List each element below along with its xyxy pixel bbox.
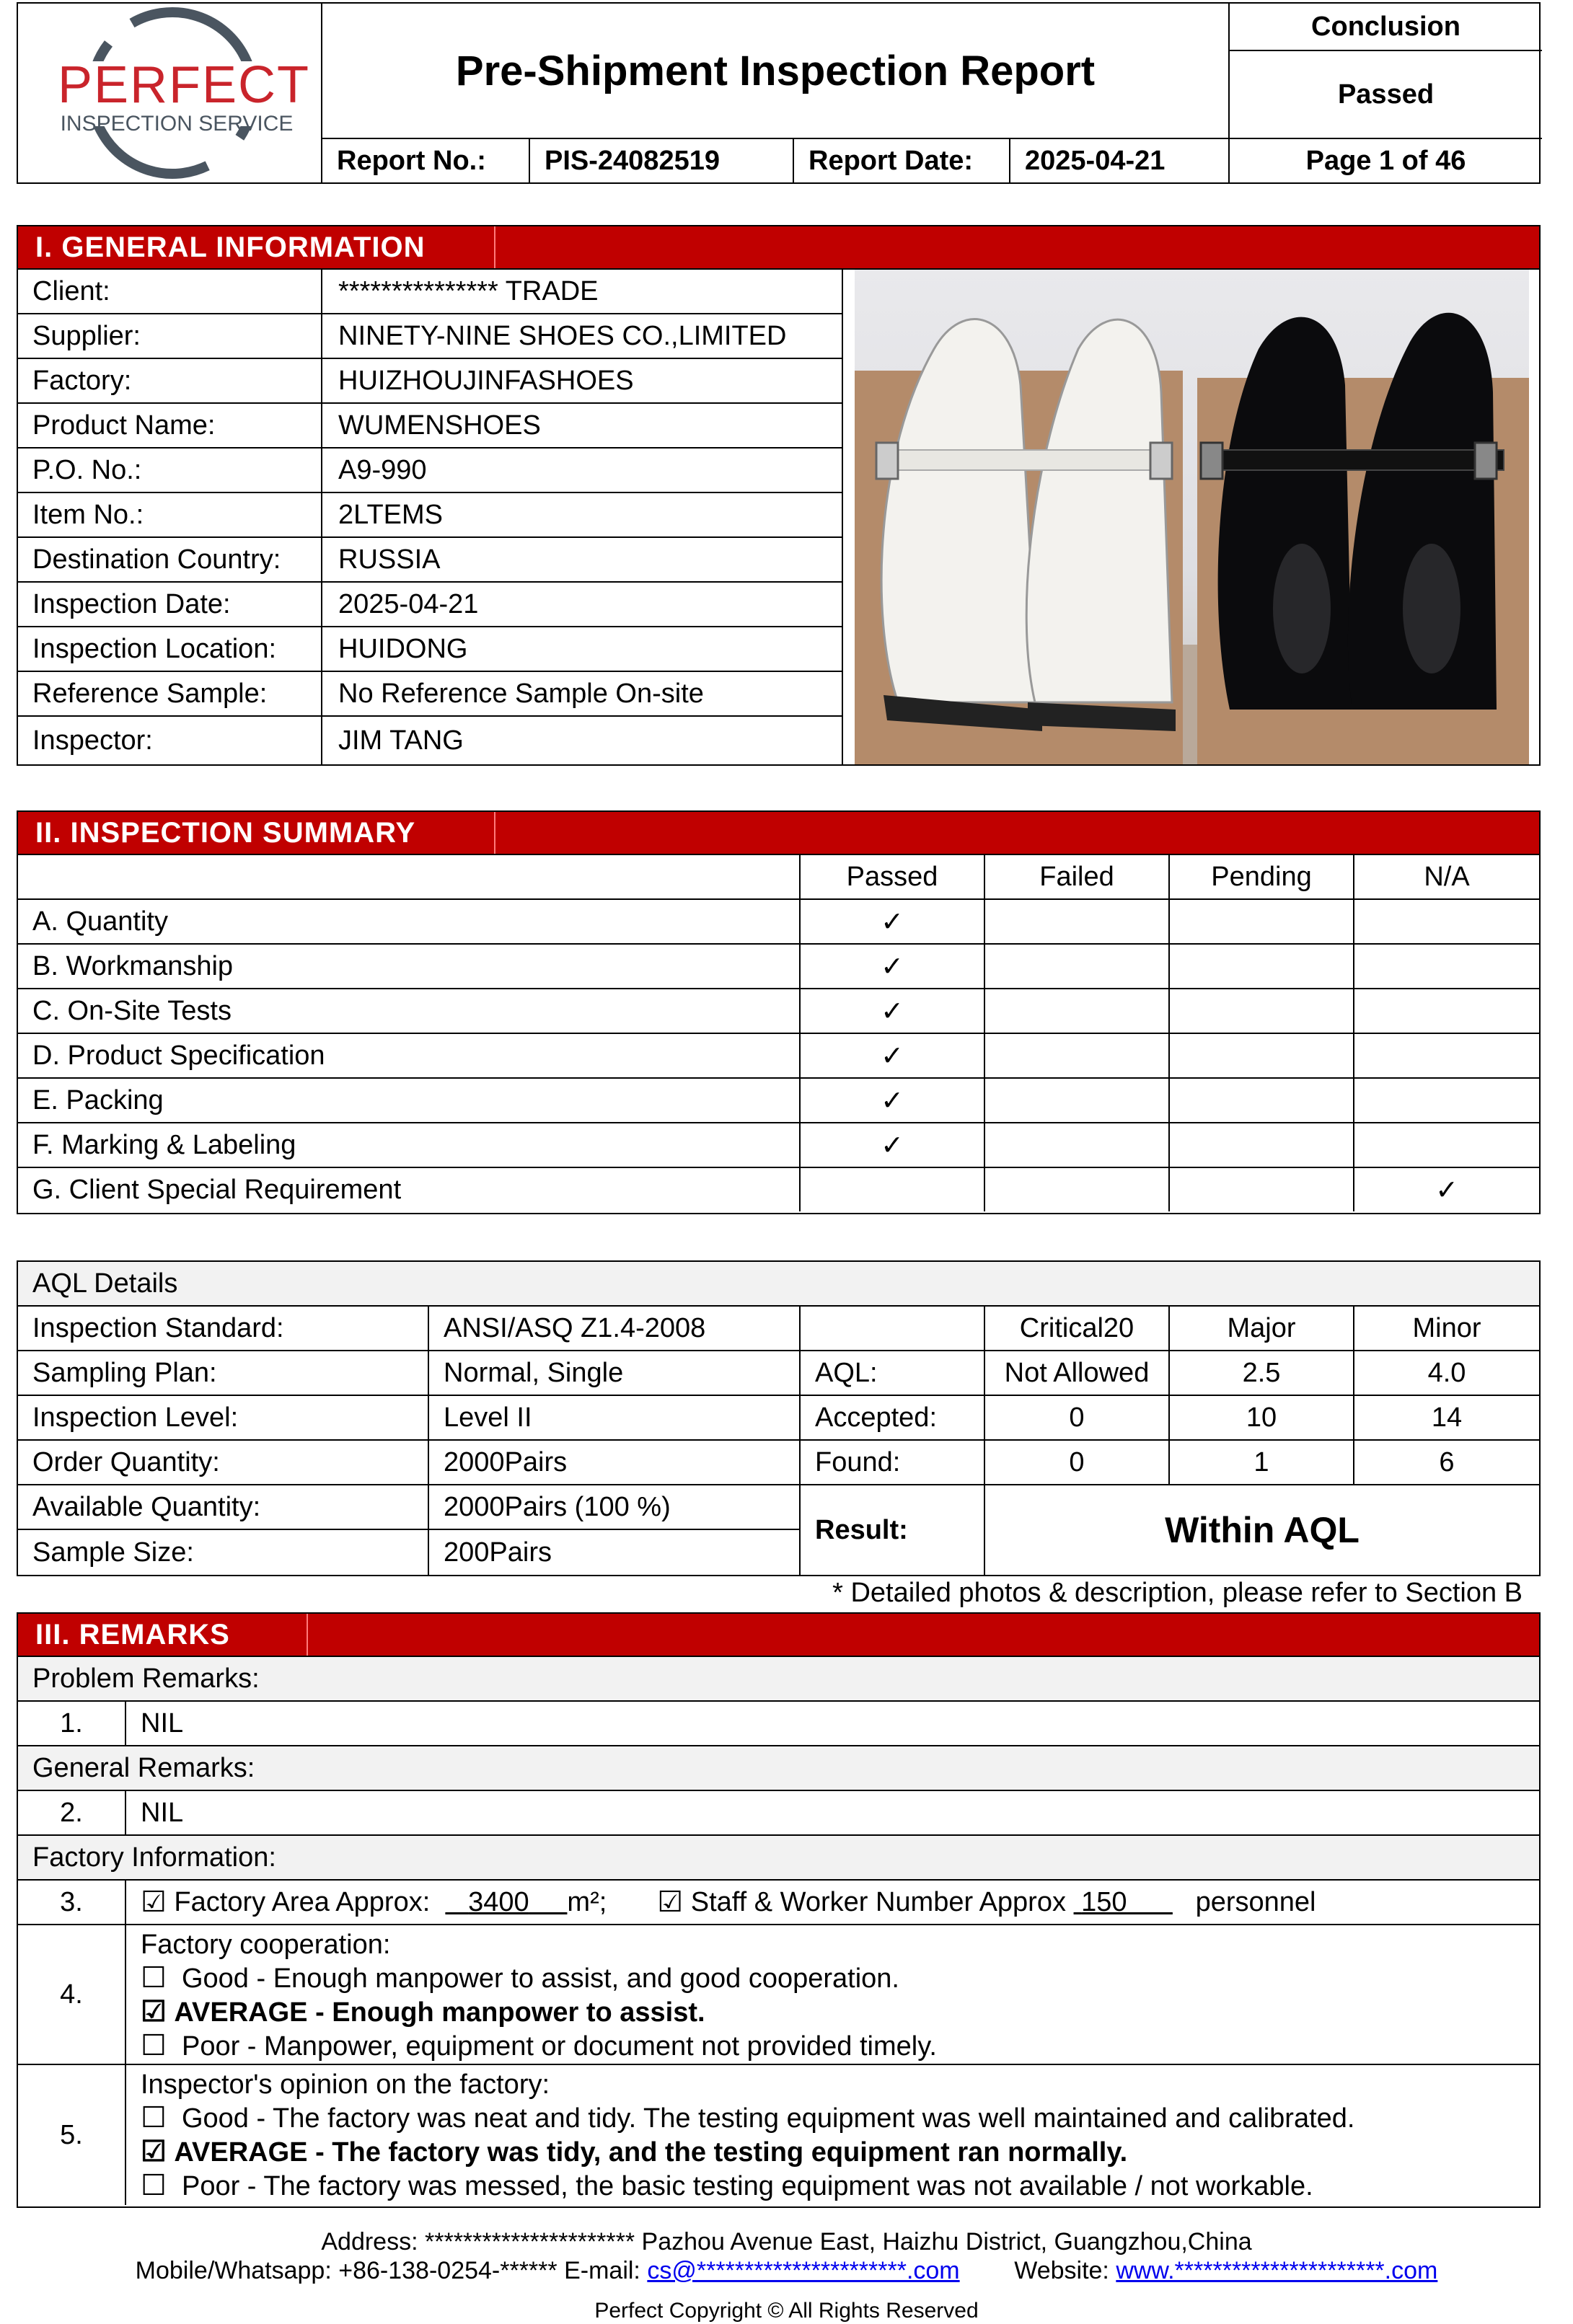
info-label: Factory: [18,359,322,402]
aql-value: 2000Pairs [429,1441,801,1484]
general-information-table [17,270,1541,766]
aql-value: 14 [1431,1402,1463,1433]
remark-text: NIL [141,1707,184,1738]
remarks-label: General Remarks: [32,1752,255,1783]
aql-row-available [18,1485,801,1530]
report-header [17,2,1541,184]
aql-result-label: Result: [801,1485,985,1575]
summary-cell-passed: ✓ [801,1123,985,1167]
summary-cell-pending [1170,1079,1354,1122]
summary-row [18,900,1539,945]
summary-cell-failed [985,945,1170,988]
section-inspection-summary [17,810,1541,855]
summary-cell-passed: ✓ [801,1034,985,1077]
aql-value: Normal, Single [429,1351,801,1395]
aql-value: 2000Pairs (100 %) [429,1485,801,1529]
aql-label: Sample Size: [18,1530,429,1575]
summary-cell-passed: ✓ [801,900,985,943]
summary-cell-na [1354,1034,1539,1077]
area-checkbox: ☑ [141,1886,167,1918]
summary-cell-failed [985,1123,1170,1167]
staff-value: 150 [1081,1886,1127,1917]
summary-item-label: F. Marking & Labeling [18,1123,801,1167]
summary-cell-pending [1170,945,1354,988]
aql-col-major: Major [1170,1307,1354,1350]
section-remarks [17,1612,1541,1657]
aql-label: Accepted: [801,1396,985,1439]
summary-header-row [18,855,1539,900]
summary-cell-pending [1170,1034,1354,1077]
aql-label: Order Quantity: [18,1441,429,1484]
summary-cell-na [1354,1079,1539,1122]
opinion-good: Good - The factory was neat and tidy. The testing equipment was well maintained and calibrated. [181,2103,1355,2134]
general-remarks-header [18,1746,1539,1791]
remark-row-4 [18,1925,1539,2065]
area-unit: m²; [567,1886,607,1917]
info-value: A9-990 [322,449,843,492]
info-value: JIM TANG [322,717,843,764]
aql-value: 0 [985,1396,1170,1439]
factory-cooperation [126,1925,1539,2064]
remark-number: 4. [18,1925,126,2064]
info-label: Item No.: [18,493,322,536]
summary-item-label: E. Packing [18,1079,801,1122]
section-title: III. REMARKS [35,1618,230,1651]
area-label: Factory Area Approx: [174,1886,431,1917]
aql-title-row [18,1262,1539,1307]
coop-good: Good - Enough manpower to assist, and good cooperation. [181,1963,899,1994]
info-value: NINETY-NINE SHOES CO.,LIMITED [322,314,843,358]
staff-label: Staff & Worker Number Approx [690,1886,1066,1917]
remark-number: 2. [18,1791,126,1834]
summary-cell-na [1354,900,1539,943]
remarks-label: Factory Information: [32,1842,276,1873]
summary-cell-failed [985,989,1170,1033]
aql-result-value: Within AQL [1165,1510,1360,1550]
aql-label: Available Quantity: [18,1485,429,1529]
report-no-value: PIS-24082519 [530,139,794,182]
aql-value: Level II [429,1396,801,1439]
info-row-supplier [18,314,843,359]
aql-row-order [18,1441,1539,1485]
aql-details-table [17,1260,1541,1576]
report-date-value: 2025-04-21 [1010,139,1230,182]
aql-row-plan [18,1351,1539,1396]
summary-cell-pending [1170,989,1354,1033]
page-indicator: Page 1 of 46 [1305,145,1466,176]
info-row-inspection-location [18,627,843,672]
summary-row [18,1168,1539,1211]
info-row-po-no [18,449,843,493]
aql-value: 1 [1170,1441,1354,1484]
summary-cell-failed [985,1034,1170,1077]
opinion-good-checkbox: ☐ [141,2102,167,2134]
aql-value: 0 [985,1441,1170,1484]
aql-value: 2.5 [1170,1351,1354,1395]
info-row-reference-sample [18,672,843,717]
report-no-label: Report No.: [322,139,530,182]
summary-cell-passed: ✓ [801,989,985,1033]
remark-row-1 [18,1702,1539,1746]
summary-row [18,945,1539,989]
aql-col-critical: Critical20 [985,1307,1170,1350]
staff-checkbox: ☑ [657,1886,684,1918]
conclusion-value: Passed [1230,51,1542,139]
aql-label: Sampling Plan: [18,1351,429,1395]
remark-row-3 [18,1881,1539,1925]
report-title: Pre-Shipment Inspection Report [322,4,1230,139]
product-photo [855,270,1529,764]
remarks-label: Problem Remarks: [32,1663,260,1694]
section-general-information [17,225,1541,270]
problem-remarks-header [18,1657,1539,1702]
aql-row-sample [18,1530,801,1575]
summary-cell-na [1354,989,1539,1033]
aql-label: Found: [801,1441,985,1484]
info-label: Product Name: [18,404,322,447]
inspection-summary-table [17,855,1541,1214]
summary-cell-na: ✓ [1435,1175,1458,1206]
inspector-opinion [126,2065,1539,2205]
footer-copyright: Perfect Copyright © All Rights Reserved [594,2299,979,2323]
aql-value: 200Pairs [429,1530,801,1575]
summary-cell-passed: ✓ [801,1079,985,1122]
remark-number: 5. [18,2065,126,2205]
summary-cell-pending [1170,900,1354,943]
info-value: *************** TRADE [322,270,843,313]
opinion-average: AVERAGE - The factory was tidy, and the testing equipment ran normally. [174,2137,1128,2168]
summary-row [18,1034,1539,1079]
aql-row-standard [18,1307,1539,1351]
section-title: II. INSPECTION SUMMARY [35,816,416,849]
info-row-inspection-date [18,583,843,627]
info-row-item-no [18,493,843,538]
info-row-client [18,270,843,314]
opinion-poor: Poor - The factory was messed, the basic testing equipment was not available / not workable. [181,2171,1313,2201]
logo-tagline: INSPECTION SERVICE [60,112,294,136]
coop-average: AVERAGE - Enough manpower to assist. [174,1997,705,2028]
info-value: 2025-04-21 [322,583,843,626]
section-title: I. GENERAL INFORMATION [35,231,426,263]
info-value: No Reference Sample On-site [322,672,843,715]
remark-text: NIL [141,1797,184,1828]
aql-label: AQL: [801,1351,985,1395]
summary-cell-failed [985,1168,1170,1211]
aql-label: Inspection Level: [18,1396,429,1439]
info-row-factory [18,359,843,404]
coop-good-checkbox: ☐ [141,1962,167,1994]
coop-poor: Poor - Manpower, equipment or document not provided timely. [181,2031,937,2062]
footer-contact: Mobile/Whatsapp: +86-138-0254-****** E-mail: cs@**********************.com Website: www.**********************.com [135,2257,1438,2284]
footer-mobile: Mobile/Whatsapp: +86-138-0254-****** [135,2257,558,2284]
col-passed: Passed [801,855,985,898]
summary-item-label: G. Client Special Requirement [18,1168,801,1211]
info-value: HUIDONG [322,627,843,671]
info-label: Reference Sample: [18,672,322,715]
info-label: Inspection Date: [18,583,322,626]
factory-info-header [18,1836,1539,1881]
summary-item-label: A. Quantity [18,900,801,943]
summary-row [18,1079,1539,1123]
staff-unit: personnel [1195,1886,1316,1917]
summary-cell-failed [985,1079,1170,1122]
col-failed: Failed [985,855,1170,898]
coop-title: Factory cooperation: [141,1930,391,1960]
summary-cell-failed [985,900,1170,943]
info-value: 2LTEMS [322,493,843,536]
info-label: P.O. No.: [18,449,322,492]
coop-average-checkbox: ☑ [141,1996,167,2028]
footer-address: Address: ********************** Pazhou Avenue East, Haizhu District, Guangzhou,China [321,2228,1252,2255]
remark-number: 1. [18,1702,126,1745]
info-row-inspector [18,717,843,764]
coop-poor-checkbox: ☐ [141,2030,167,2062]
summary-cell-na [1354,1123,1539,1167]
info-row-destination [18,538,843,583]
col-pending: Pending [1170,855,1354,898]
aql-note: * Detailed photos & description, please refer to Section B [832,1578,1523,1608]
info-label: Inspection Location: [18,627,322,671]
summary-item-label: D. Product Specification [18,1034,801,1077]
summary-cell-pending [1170,1123,1354,1167]
summary-cell-passed: ✓ [801,945,985,988]
summary-row [18,1123,1539,1168]
conclusion-label: Conclusion [1230,4,1542,51]
summary-row [18,989,1539,1034]
remark-number: 3. [18,1881,126,1924]
info-value: RUSSIA [322,538,843,581]
info-label: Client: [18,270,322,313]
report-date-label: Report Date: [794,139,1010,182]
factory-info-line [126,1881,1539,1924]
opinion-average-checkbox: ☑ [141,2136,167,2168]
aql-title: AQL Details [32,1268,178,1299]
summary-item-label: C. On-Site Tests [18,989,801,1033]
remarks-table [17,1657,1541,2208]
aql-value: 6 [1439,1446,1455,1477]
summary-cell-passed [801,1168,985,1211]
remark-row-5 [18,2065,1539,2205]
aql-col-minor: Minor [1412,1312,1481,1343]
opinion-title: Inspector's opinion on the factory: [141,2069,550,2100]
aql-row-level [18,1396,1539,1441]
info-value: HUIZHOUJINFASHOES [322,359,843,402]
aql-label: Inspection Standard: [18,1307,429,1350]
summary-cell-na [1354,945,1539,988]
aql-value: 4.0 [1427,1357,1466,1388]
info-label: Destination Country: [18,538,322,581]
logo-wordmark: PERFECT [58,56,311,114]
summary-cell-pending [1170,1168,1354,1211]
website-link[interactable]: www.**********************.com [1116,2257,1438,2284]
info-value: WUMENSHOES [322,404,843,447]
info-label: Inspector: [18,717,322,764]
aql-value: Not Allowed [985,1351,1170,1395]
area-value: 3400 [468,1886,529,1917]
summary-item-label: B. Workmanship [18,945,801,988]
remark-row-2 [18,1791,1539,1836]
info-label: Supplier: [18,314,322,358]
company-logo [18,4,322,182]
aql-value: 10 [1170,1396,1354,1439]
col-na: N/A [1424,861,1470,892]
email-link[interactable]: cs@**********************.com [647,2257,960,2284]
info-row-product-name [18,404,843,449]
opinion-poor-checkbox: ☐ [141,2170,167,2201]
aql-value: ANSI/ASQ Z1.4-2008 [429,1307,801,1350]
